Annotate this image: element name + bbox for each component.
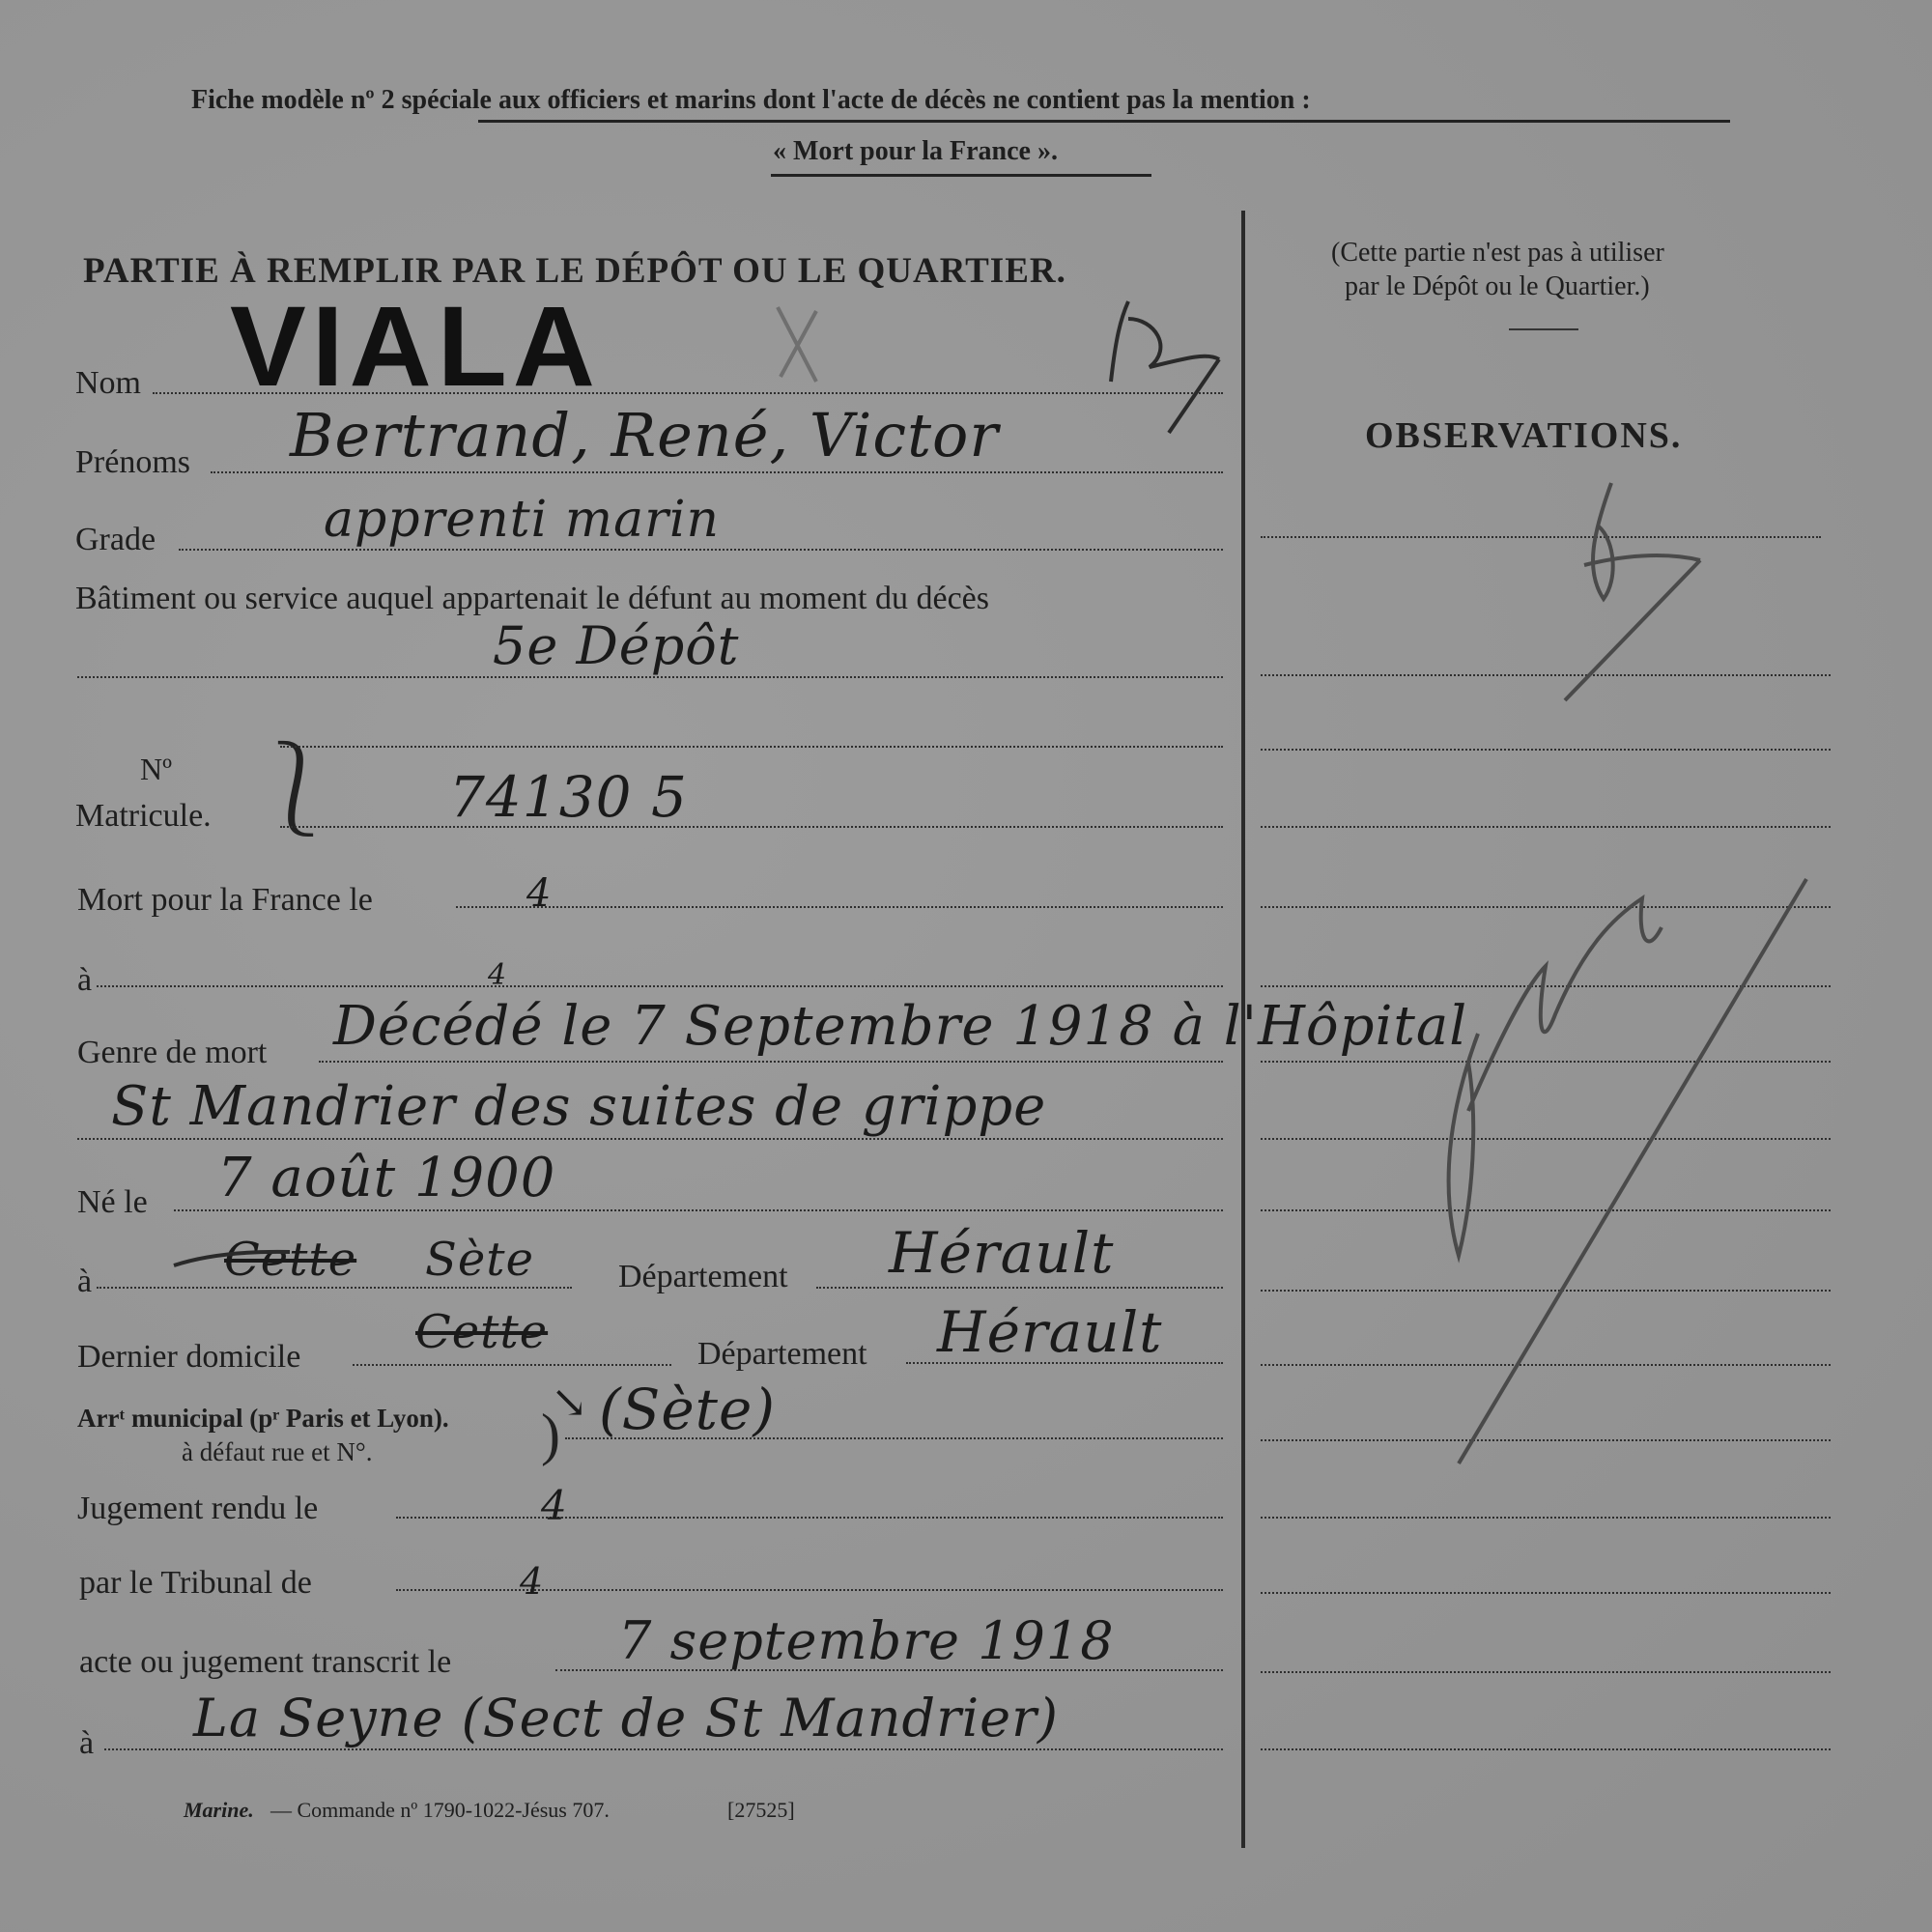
arr-brace: ) xyxy=(541,1403,560,1466)
ne-a-value: Sète xyxy=(425,1233,534,1287)
right-note-2: par le Dépôt ou le Quartier.) xyxy=(1345,271,1650,301)
footer-ref: [27525] xyxy=(727,1798,795,1822)
matricule-label: Matricule. xyxy=(75,798,212,834)
mpf-label: Mort pour la France le xyxy=(77,882,373,918)
arr-label-1: Arrᵗ municipal (pʳ Paris et Lyon). xyxy=(77,1404,449,1433)
ne-a-struck-value: Cette xyxy=(224,1233,357,1287)
pencil-initials-mark xyxy=(1565,483,1700,700)
jugement-value: 4 xyxy=(541,1482,568,1529)
nom-label: Nom xyxy=(75,365,141,401)
batiment-label: Bâtiment ou service auquel appartenait le défunt au moment du décès xyxy=(75,581,989,616)
transcrit-a-value: La Seyne (Sect de St Mandrier) xyxy=(193,1688,1060,1748)
genre-label: Genre de mort xyxy=(77,1035,268,1070)
transcrit-label: acte ou jugement transcrit le xyxy=(79,1644,452,1680)
domicile-value: (Sète) xyxy=(599,1377,776,1442)
transcrit-value: 7 septembre 1918 xyxy=(618,1610,1115,1671)
mpf-value: 4 xyxy=(526,871,553,916)
nom-value: VIALA xyxy=(230,283,601,411)
domicile-label: Dernier domicile xyxy=(77,1339,301,1375)
matricule-no-label: Nº xyxy=(140,752,173,786)
grade-value: apprenti marin xyxy=(324,491,721,549)
observations-title: OBSERVATIONS. xyxy=(1365,415,1683,456)
genre-value-2: St Mandrier des suites de grippe xyxy=(111,1075,1047,1138)
jugement-label: Jugement rendu le xyxy=(77,1491,319,1526)
batiment-value: 5e Dépôt xyxy=(493,615,740,676)
right-note-1: (Cette partie n'est pas à utiliser xyxy=(1331,238,1664,268)
pencil-large-mark xyxy=(1449,879,1806,1463)
ne-departement-label: Département xyxy=(618,1259,788,1294)
header-line-2: « Mort pour la France ». xyxy=(773,136,1058,166)
dom-departement-value: Hérault xyxy=(937,1299,1163,1365)
arr-arrow: ↘ xyxy=(551,1376,589,1428)
a-lieu-label: à xyxy=(77,962,93,998)
genre-value-1: Décédé le 7 Septembre 1918 à l'Hôpital xyxy=(333,995,1468,1058)
pencil-x-mark xyxy=(778,307,816,382)
ne-departement-value: Hérault xyxy=(889,1220,1115,1286)
header-line-1: Fiche modèle nº 2 spéciale aux officiers et marins dont l'acte de décès ne contient pas la mention : xyxy=(191,85,1311,115)
prenoms-value: Bertrand, René, Victor xyxy=(290,400,999,470)
ne-le-value: 7 août 1900 xyxy=(217,1147,556,1209)
grade-label: Grade xyxy=(75,522,156,557)
footer-marine: Marine. xyxy=(184,1798,254,1822)
birthplace-strike-mark xyxy=(174,1252,290,1265)
section-title: PARTIE À REMPLIR PAR LE DÉPÔT OU LE QUARTIER. xyxy=(83,251,1066,291)
matricule-brace: ⎱ xyxy=(249,738,342,841)
footer-commande: — Commande nº 1790-1022-Jésus 707. xyxy=(270,1798,610,1822)
dom-departement-label: Département xyxy=(697,1336,867,1372)
ne-le-label: Né le xyxy=(77,1184,148,1220)
transcrit-a-label: à xyxy=(79,1725,95,1761)
matricule-value: 74130 5 xyxy=(449,764,688,830)
tribunal-label: par le Tribunal de xyxy=(79,1565,312,1601)
arr-label-2: à défaut rue et N°. xyxy=(182,1437,373,1466)
tribunal-value: 4 xyxy=(520,1560,545,1603)
ink-initials-mark xyxy=(1111,301,1219,433)
ne-a-label: à xyxy=(77,1264,93,1299)
prenoms-label: Prénoms xyxy=(75,444,190,480)
domicile-struck-value: Cette xyxy=(415,1305,549,1359)
a-lieu-value: 4 xyxy=(488,958,508,992)
